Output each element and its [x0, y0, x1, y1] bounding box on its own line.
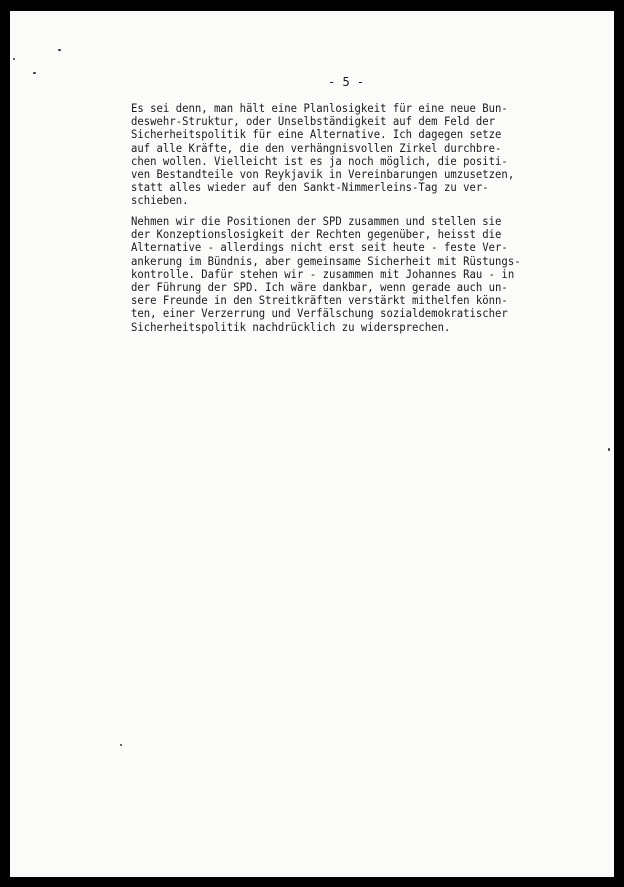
text-line: statt alles wieder auf den Sankt-Nimmerleins-Tag zu ver- — [131, 180, 489, 195]
text-line: der Führung der SPD. Ich wäre dankbar, wenn gerade auch un- — [131, 280, 508, 295]
text-line: ven Bestandteile von Reykjavik in Vereinbarungen umzusetzen, — [131, 167, 515, 182]
text-line: sere Freunde in den Streitkräften verstärkt mithelfen könn- — [131, 293, 508, 308]
text-line: Sicherheitspolitik für eine Alternative. Ich dagegen setze — [131, 127, 502, 142]
scan-speck — [120, 744, 122, 746]
text-line: ten, einer Verzerrung und Verfälschung sozialdemokratischer — [131, 306, 508, 321]
scan-speck — [608, 448, 610, 451]
text-line: kontrolle. Dafür stehen wir - zusammen mit Johannes Rau - in — [131, 266, 515, 281]
text-line: Alternative - allerdings nicht erst seit heute - feste Ver- — [131, 240, 508, 255]
text-line: der Konzeptionslosigkeit der Rechten gegenüber, heisst die — [131, 227, 502, 242]
paragraph-1 — [131, 102, 514, 208]
paragraph-2 — [131, 215, 521, 334]
scan-speck — [13, 58, 15, 60]
page-number: - 5 - — [328, 75, 365, 89]
text-line: deswehr-Struktur, oder Unselbständigkeit auf dem Feld der — [131, 114, 496, 129]
text-line: chen wollen. Vielleicht ist es ja noch möglich, die positi- — [131, 153, 508, 168]
scan-speck — [33, 72, 36, 74]
text-line: Sicherheitspolitik nachdrücklich zu widersprechen. — [131, 319, 451, 334]
text-line: Es sei denn, man hält eine Planlosigkeit für eine neue Bun- — [131, 101, 508, 115]
text-line: schieben. — [131, 193, 189, 208]
text-line: auf alle Kräfte, die den verhängnisvollen Zirkel durchbre- — [131, 140, 502, 155]
document-page — [10, 11, 614, 877]
text-line: ankerung im Bündnis, aber gemeinsame Sicherheit mit Rüstungs- — [131, 253, 521, 268]
text-line: Nehmen wir die Positionen der SPD zusammen und stellen sie — [131, 214, 502, 228]
scan-speck — [58, 49, 61, 51]
